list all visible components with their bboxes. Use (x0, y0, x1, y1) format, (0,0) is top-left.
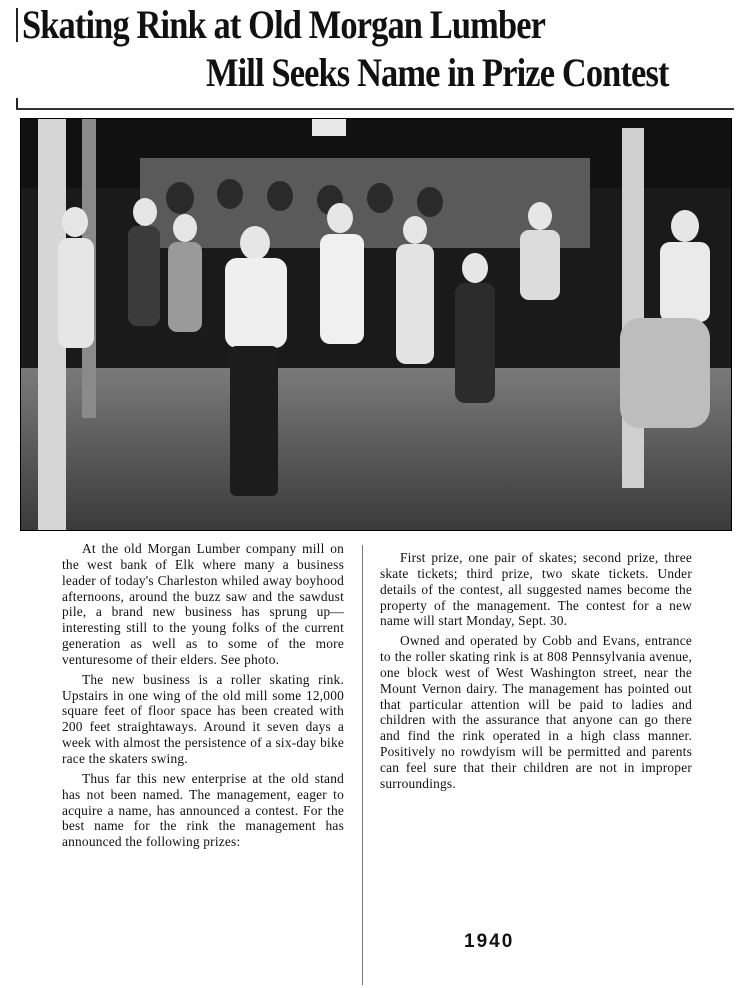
paragraph: The new business is a roller skating rink. Upstairs in one wing of the old mill some 12,000 square feet of floor space has been created with 200 feet straightaways. Around it seven days a week with almost the persistence of a six-day bike race the skaters swing. (62, 671, 344, 766)
article-column-1 (62, 541, 344, 854)
skating-rink-photo (20, 118, 732, 531)
headline-left-bar-1 (16, 8, 18, 42)
headline-line-2: Mill Seeks Name in Prize Contest (206, 50, 669, 95)
headline-line-1: Skating Rink at Old Morgan Lumber (22, 2, 546, 47)
article-column-2 (380, 550, 692, 796)
photo-pillar-right (622, 128, 644, 488)
photo-sign (312, 118, 346, 136)
paragraph: Thus far this new enterprise at the old stand has not been named. The management, eager to acquire a name, has announced a contest. For the best name for the rink the management has announced the following prizes: (62, 770, 344, 850)
column-divider (362, 545, 363, 985)
paragraph: First prize, one pair of skates; second prize, three skate tickets; third prize, two skate tickets. Under details of the contest, all suggested names become the property of the management. The contest for a new name will start Monday, Sept. 30. (380, 550, 692, 629)
headline-rule (16, 108, 734, 110)
year-label: 1940 (464, 931, 515, 952)
paragraph: At the old Morgan Lumber company mill on the west bank of Elk where many a business leader of today's Charleston whiled away boyhood afternoons, around the buzz saw and the sawdust pile, a brand new business has sprung up—interesting still to the young folks of the current generation as well as to some of the more venturesome of their elders. See photo. (62, 541, 344, 667)
paragraph: Owned and operated by Cobb and Evans, entrance to the roller skating rink is at 808 Pennsylvania avenue, one block west of West Washington street, near the Mount Vernon dairy. The management has pointed out that particular attention will be paid to ladies and children with the assurance that anyone can go there and find the rink operated in a high class manner. Positively no rowdyism will be permitted and parents can feel sure that their children are not in improper surroundings. (380, 633, 692, 791)
